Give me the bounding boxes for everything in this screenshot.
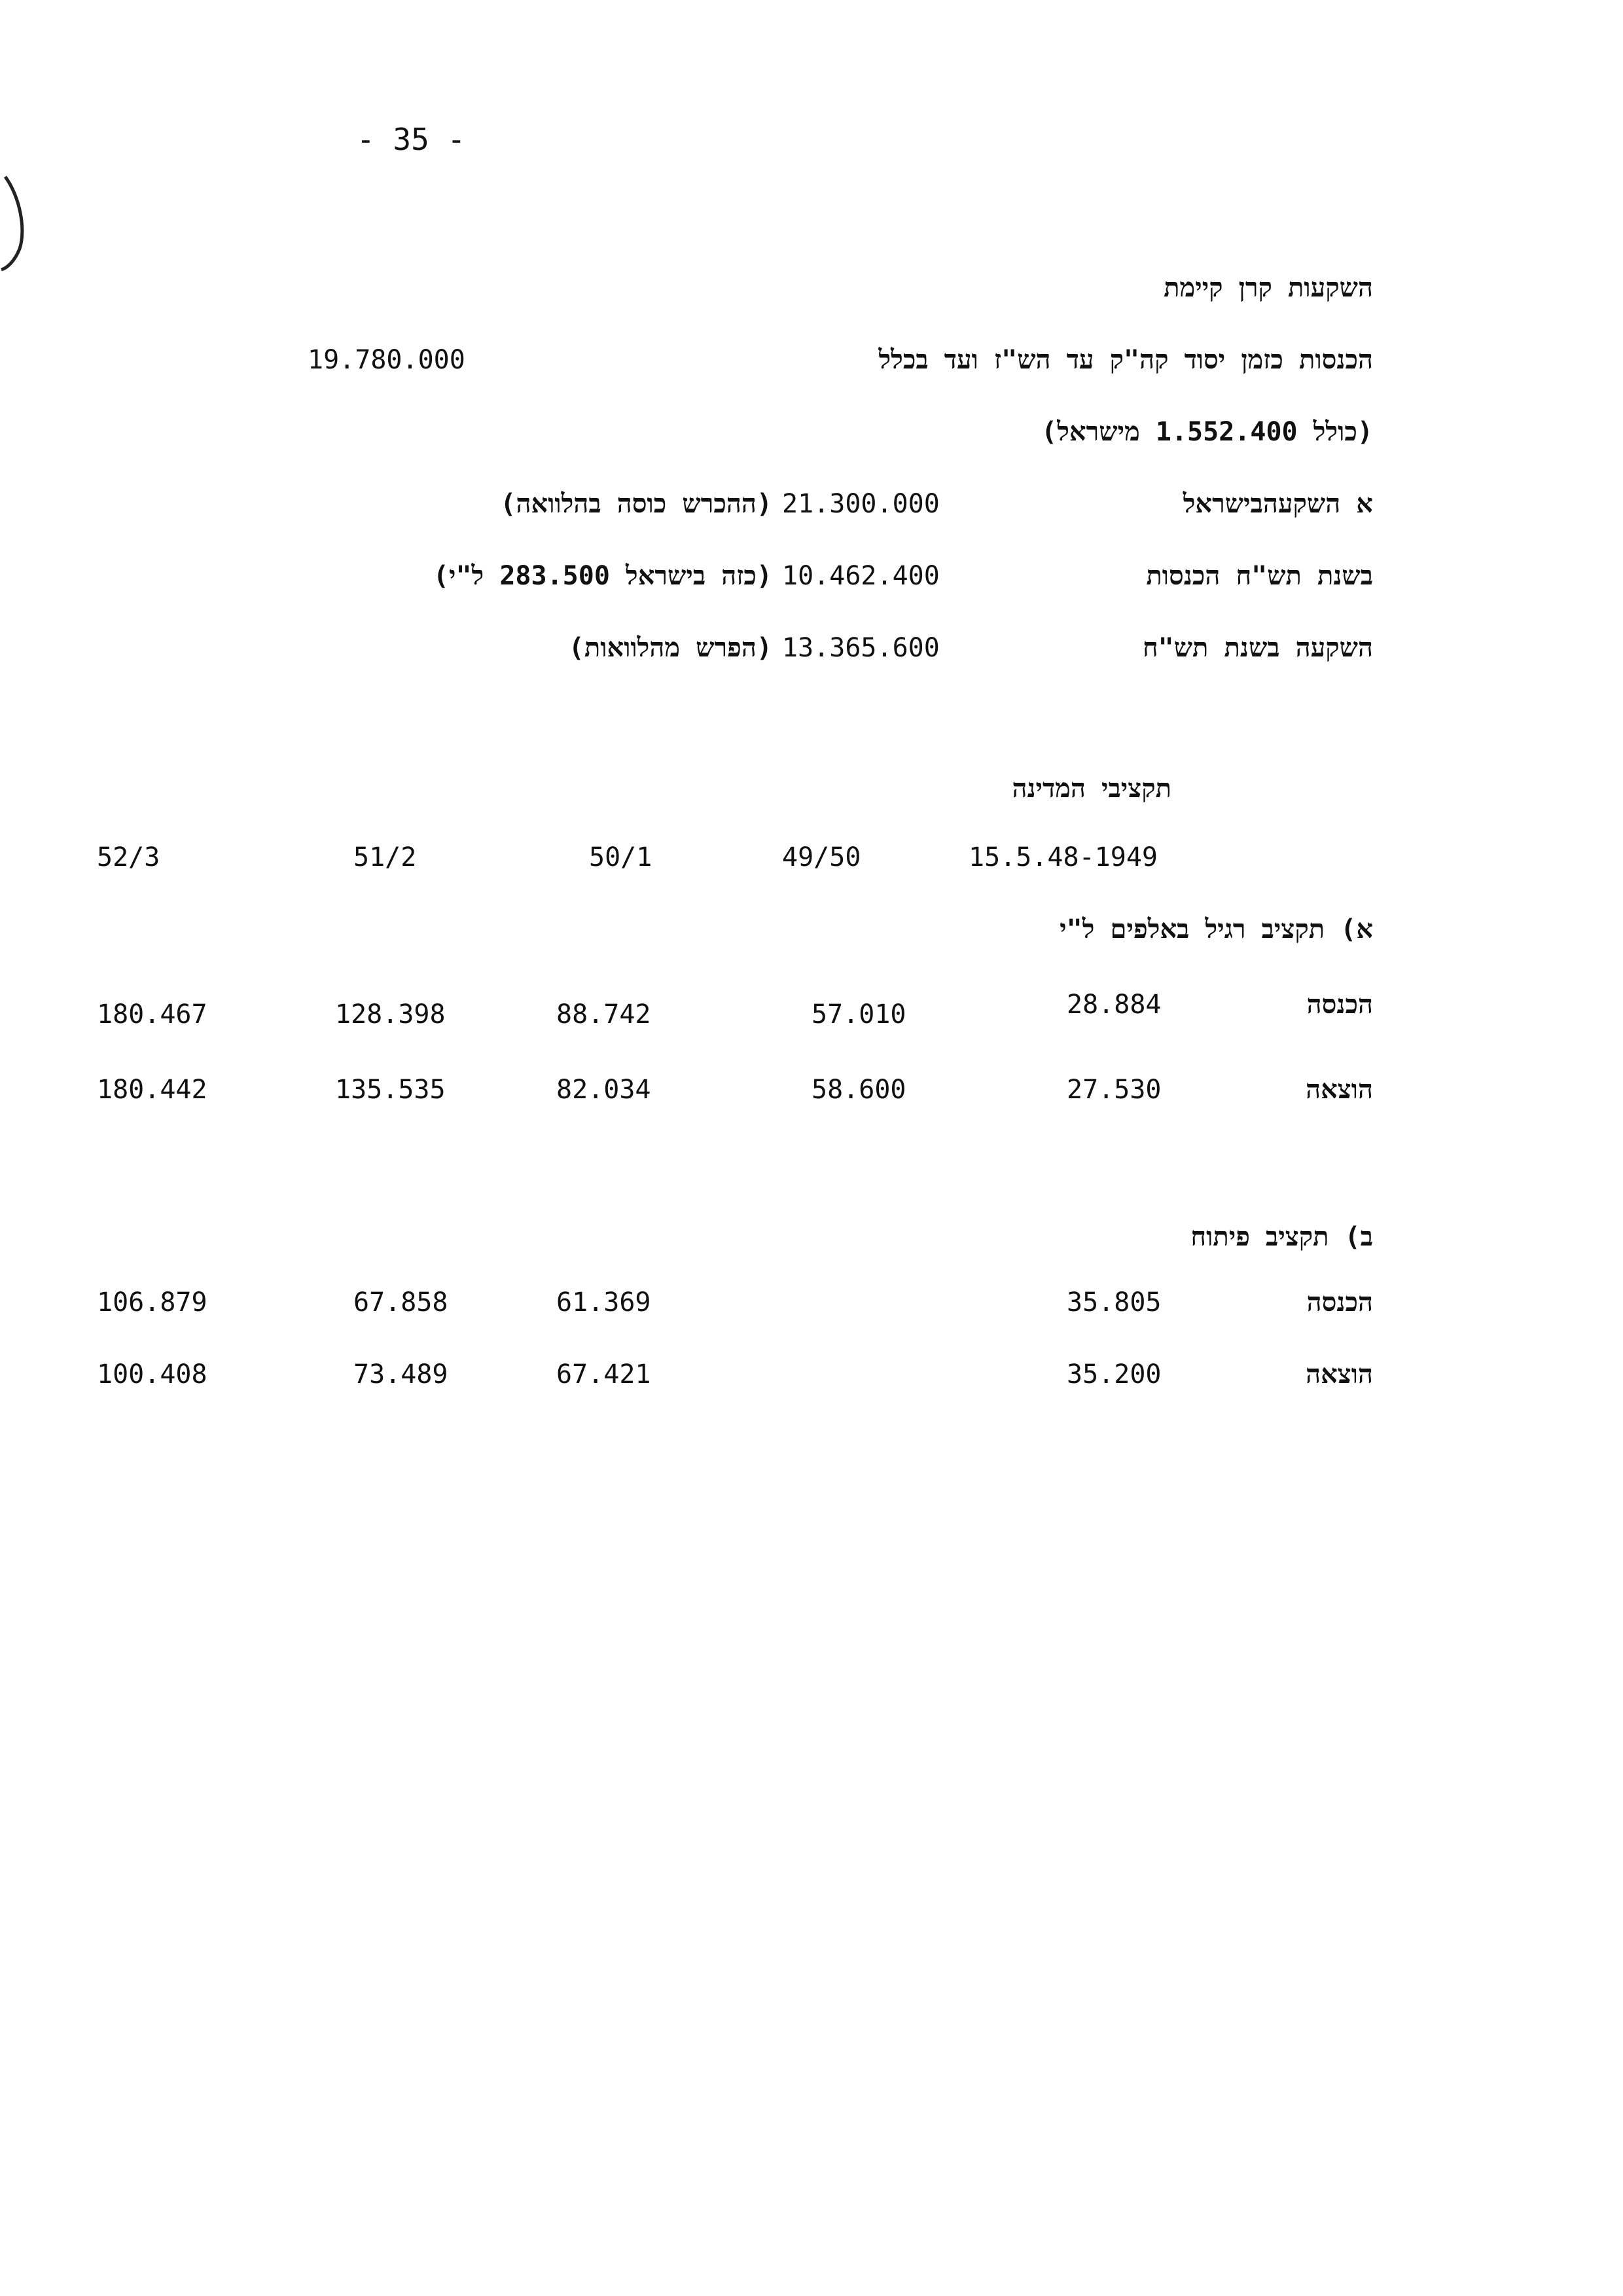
- kkl-row-value: 21.300.000: [782, 489, 940, 519]
- cell-value: 27.530: [1067, 1075, 1162, 1105]
- year-header: 50/1: [589, 842, 652, 872]
- row-label-income: הכנסה: [1306, 990, 1373, 1020]
- row-label-income: הכנסה: [1306, 1287, 1373, 1318]
- cell-value: 35.200: [1067, 1359, 1162, 1390]
- cell-value: 61.369: [556, 1287, 651, 1318]
- kkl-row-label: א השקעהבישראל: [1183, 489, 1373, 519]
- kkl-heading: השקעות קרן קיימת: [1164, 273, 1373, 303]
- cell-value: 128.398: [335, 999, 446, 1030]
- kkl-row-value: 13.365.600: [782, 633, 940, 663]
- year-header: 52/3: [97, 842, 160, 872]
- kkl-income-label: הכנסות כזמן יסוד קה"ק עד הש"ז ועד בכלל: [878, 345, 1373, 375]
- cell-value: 35.805: [1067, 1287, 1162, 1318]
- cell-value: 180.442: [97, 1075, 207, 1105]
- cell-value: 67.421: [556, 1359, 651, 1390]
- kkl-incl-note: (כולל 1.552.400 מישראל): [1041, 417, 1373, 447]
- cell-value: 58.600: [812, 1075, 906, 1105]
- cell-value: 106.879: [97, 1287, 207, 1318]
- cell-value: 57.010: [812, 999, 906, 1030]
- kkl-income-value: 19.780.000: [308, 345, 465, 375]
- regular-budget-heading: א) תקציב רגיל באלפים ל"י: [1060, 914, 1373, 944]
- margin-mark: [0, 170, 39, 275]
- page-number: - 35 -: [357, 122, 466, 157]
- kkl-row-note: (כזה בישראל 283.500 ל"י): [433, 561, 772, 591]
- cell-value: 28.884: [1067, 990, 1162, 1020]
- row-label-expense: הוצאה: [1306, 1359, 1373, 1390]
- kkl-row-note: (ההכרש כוסה בהלוואה): [500, 489, 772, 519]
- budgets-heading: תקציבי המדינה: [1012, 774, 1171, 804]
- cell-value: 82.034: [556, 1075, 651, 1105]
- kkl-row-label: השקעה בשנת תש"ח: [1142, 633, 1373, 663]
- year-header: 49/50: [782, 842, 861, 872]
- year-header: 51/2: [353, 842, 417, 872]
- kkl-row-note: (הפרש מהלוואות): [568, 633, 772, 663]
- kkl-row-label: בשנת תש"ח הכנסות: [1146, 561, 1373, 591]
- cell-value: 180.467: [97, 999, 207, 1030]
- cell-value: 100.408: [97, 1359, 207, 1390]
- cell-value: 135.535: [335, 1075, 446, 1105]
- development-budget-heading: ב) תקציב פיתוח: [1190, 1222, 1373, 1252]
- cell-value: 73.489: [353, 1359, 448, 1390]
- cell-value: 88.742: [556, 999, 651, 1030]
- year-header: 15.5.48-1949: [969, 842, 1158, 872]
- row-label-expense: הוצאה: [1306, 1075, 1373, 1105]
- cell-value: 67.858: [353, 1287, 448, 1318]
- kkl-row-value: 10.462.400: [782, 561, 940, 591]
